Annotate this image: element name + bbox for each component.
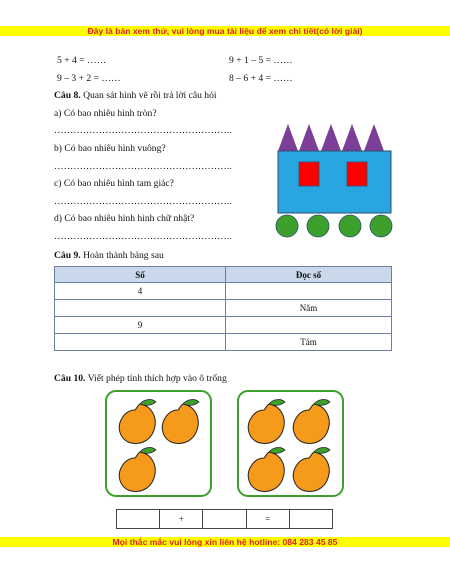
q8-c-dots: ………………………………………………..: [54, 196, 232, 207]
operator-equals: =: [247, 510, 290, 528]
col-header-reading: Đọc số: [226, 267, 392, 283]
triangle-2: [299, 124, 319, 151]
rectangle-body: [278, 151, 391, 213]
answer-box-3[interactable]: [290, 510, 332, 528]
q10-heading: Câu 10. Viết phép tính thích hợp vào ô trống: [54, 373, 227, 384]
q8-b-dots: ………………………………………………..: [54, 161, 232, 172]
q9-heading: Câu 9. Hoàn thành bảng sau: [54, 250, 164, 261]
q8-a: a) Có bao nhiêu hình tròn?: [54, 108, 157, 119]
wheel-4: [370, 215, 392, 237]
triangle-shapes: [278, 124, 384, 151]
cell-reading: Tám: [226, 334, 392, 351]
triangle-4: [342, 124, 362, 151]
wheel-2: [307, 215, 329, 237]
table-row: [55, 300, 392, 317]
answer-boxes: [116, 509, 333, 529]
mango-group-left: [105, 390, 212, 497]
answer-box-2[interactable]: [203, 510, 246, 528]
cell-number: [55, 300, 226, 317]
header-banner: Đây là bản xem thử, vui lòng mua tài liệu để xem chi tiết(có lời giải): [0, 26, 450, 36]
shapes-picture: [272, 120, 400, 246]
q8-d-dots: ………………………………………………..: [54, 231, 232, 242]
number-table: [54, 266, 392, 351]
cell-reading: [226, 317, 392, 334]
cell-number: [55, 334, 226, 351]
wheel-3: [339, 215, 361, 237]
triangle-3: [321, 124, 341, 151]
mango-group-right: [237, 390, 344, 497]
calc-row1-left: 5 + 4 = ……: [57, 55, 107, 66]
cell-number: 4: [55, 283, 226, 300]
cell-reading: Năm: [226, 300, 392, 317]
q8-a-dots: ………………………………………………..: [54, 125, 232, 136]
calc-row2-left: 9 – 3 + 2 = ……: [57, 73, 121, 84]
operator-plus: +: [160, 510, 203, 528]
q8-c: c) Có bao nhiêu hình tam giác?: [54, 178, 174, 189]
footer-banner: Mọi thắc mắc vui lòng xin liên hệ hotline: 084 283 45 85: [0, 537, 450, 547]
triangle-1: [278, 124, 298, 151]
square-window-2: [347, 162, 367, 186]
col-header-number: Số: [55, 267, 226, 283]
cell-number: 9: [55, 317, 226, 334]
square-window-1: [299, 162, 319, 186]
q8-b: b) Có bao nhiêu hình vuông?: [54, 143, 166, 154]
calc-row1-right: 9 + 1 – 5 = ……: [229, 55, 293, 66]
q8-d: d) Có bao nhiêu hình hình chữ nhật?: [54, 213, 195, 224]
cell-reading: [226, 283, 392, 300]
calc-row2-right: 8 – 6 + 4 = ……: [229, 73, 293, 84]
table-row: [55, 317, 392, 334]
wheel-1: [276, 215, 298, 237]
triangle-5: [364, 124, 384, 151]
answer-box-1[interactable]: [117, 510, 160, 528]
table-row: [55, 283, 392, 300]
table-row: [55, 334, 392, 351]
q8-heading: Câu 8. Quan sát hình vẽ rồi trả lời câu hỏi: [54, 90, 217, 101]
